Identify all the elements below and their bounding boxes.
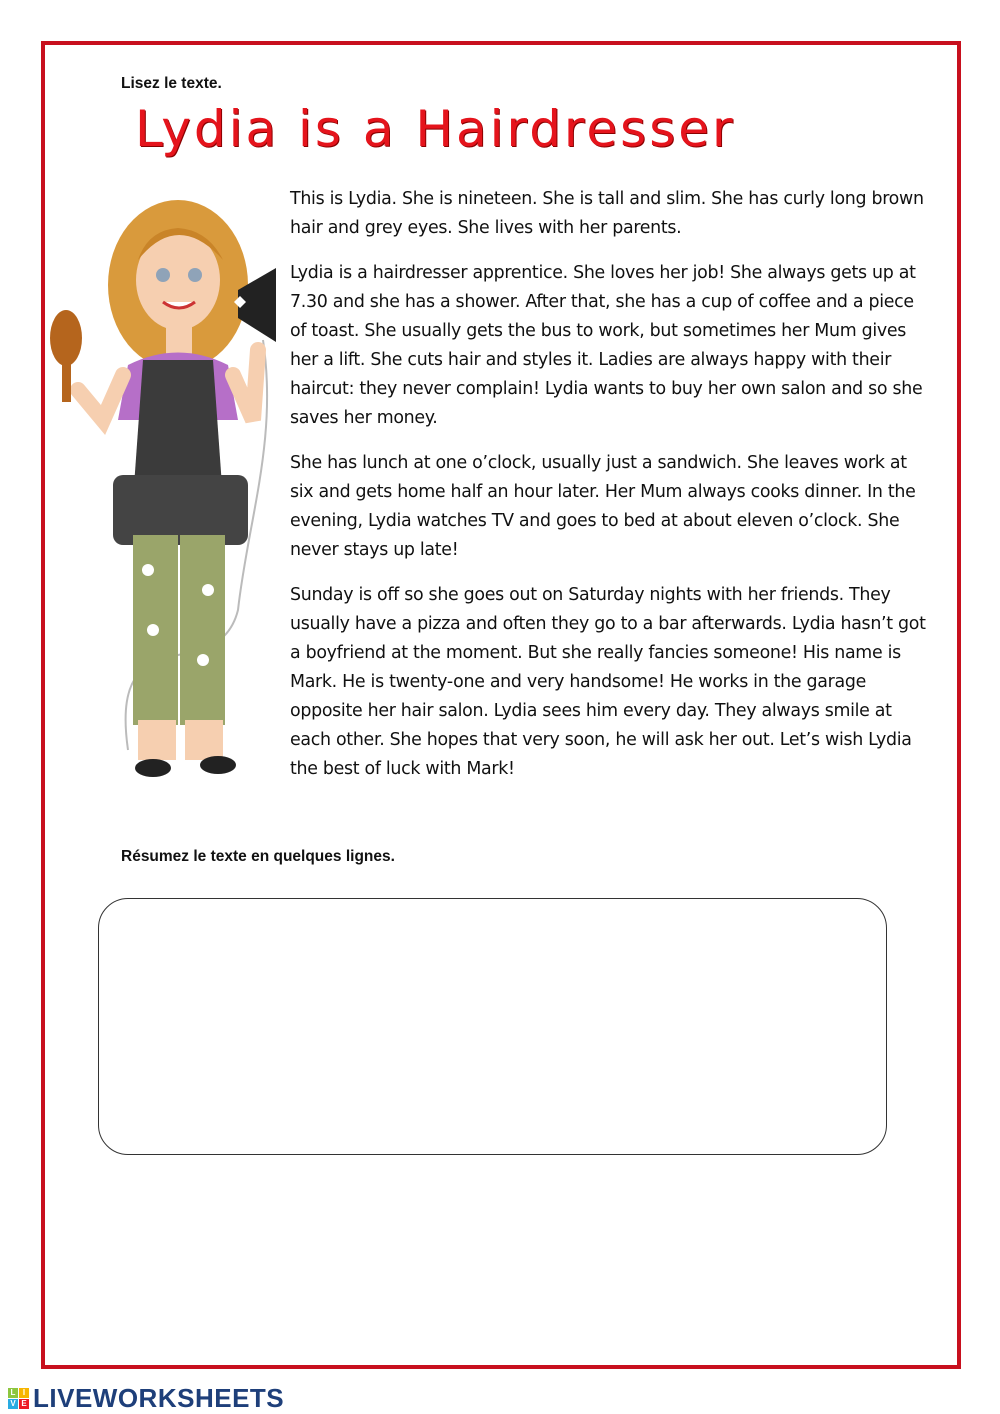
logo-icon xyxy=(8,1388,29,1409)
logo-letter: E xyxy=(19,1399,29,1409)
logo-letter: I xyxy=(19,1388,29,1398)
logo-letter: V xyxy=(8,1399,18,1409)
logo-text: LIVEWORKSHEETS xyxy=(33,1383,285,1413)
paragraph-3: She has lunch at one o’clock, usually just a sandwich. She leaves work at six and gets home half an hour later. Her Mum always cooks dinner. In the evening, Lydia watches TV and goes to bed at about eleven o’clock. She never stays up late! xyxy=(290,453,916,560)
paragraph-1: This is Lydia. She is nineteen. She is tall and slim. She has curly long brown hair and grey eyes. She lives with her parents. xyxy=(290,189,924,238)
logo-letter: L xyxy=(8,1388,18,1398)
liveworksheets-logo xyxy=(8,1383,284,1414)
instruction-summary: Résumez le texte en quelques lignes. xyxy=(121,848,395,865)
paragraph-2: Lydia is a hairdresser apprentice. She loves her job! She always gets up at 7.30 and she has a shower. After that, she has a cup of coffee and a piece of toast. She usually gets the bus to work, but sometimes her Mum gives her a lift. She cuts hair and styles it. Ladies are always happy with their haircut: they never complain! Lydia wants to buy her own salon and so she saves her money. xyxy=(290,263,923,428)
reading-text xyxy=(290,185,926,800)
instruction-read: Lisez le texte. xyxy=(121,75,222,92)
paragraph-4: Sunday is off so she goes out on Saturday nights with her friends. They usually have a pizza and often they go to a bar afterwards. Lydia hasn’t got a boyfriend at the moment. But she really fancies someone! His name is Mark. He is twenty-one and very handsome! He works in the garage opposite her hair salon. Lydia sees him every day. They always smile at each other. She hopes that very soon, he will ask her out. Let’s wish Lydia the best of luck with Mark! xyxy=(290,585,926,779)
hairdresser-illustration xyxy=(48,190,283,790)
summary-answer-box[interactable] xyxy=(98,898,887,1155)
worksheet-title: Lydia is a Hairdresser xyxy=(135,100,736,158)
